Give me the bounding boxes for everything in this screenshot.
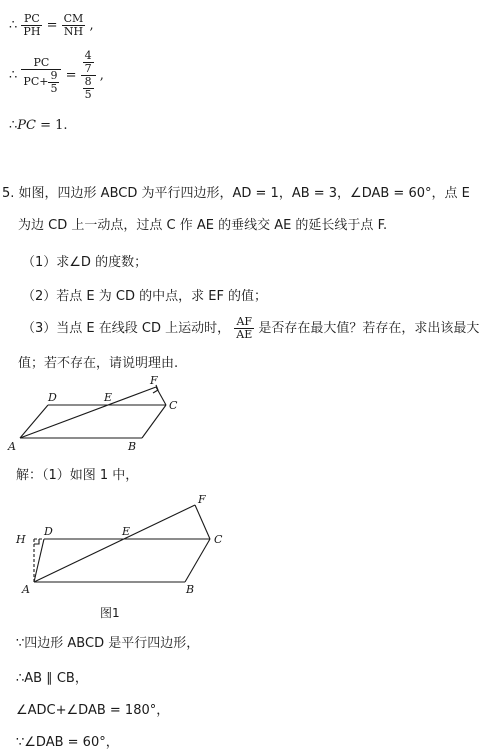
label-a: A [8,440,16,453]
label-h: H [16,533,26,546]
label-d: D [44,525,53,538]
complex-fraction-right: $\frac{\frac{4}{7}}{\frac{8}{5}}$ [81,50,96,101]
fraction-af-ae: $\frac{AF}{AE}$ [236,315,253,341]
solution-intro: 解：（1）如图 1 中， [16,468,139,483]
side-da [34,539,44,582]
line-fc [195,505,210,539]
question-2: （2）若点 E 为 CD 的中点，求 EF 的值； [22,289,268,304]
solution-step-1: ∵四边形 ABCD 是平行四边形， [16,636,200,651]
side-bc [142,405,166,438]
fraction-cm-nh: $\frac{CM}{NH}$ [63,12,84,38]
question-3-line-1: （3）当点 E 在线段 CD 上运动时， $\frac{AF}{AE}$ 是否存在最大值？若存在，求出该最大 [22,315,479,341]
derivation-line-2: ∴ PC PC+ $\frac{9}{5}$ = $\frac{\frac{4}{7}}{\frac{8}{5}}$ , [9,49,104,101]
line-af [20,387,156,438]
therefore-symbol: ∴ [9,18,18,33]
problem-statement-line-2: 为边 CD 上一动点，过点 C 作 AE 的垂线交 AE 的延长线于点 F. [18,218,388,233]
solution-step-2: ∴AB ∥ CB， [16,671,88,686]
equals-sign: = [46,18,58,33]
right-angle-mark [34,539,39,544]
equals-sign: = [65,68,77,83]
problem-number: 5. [2,186,15,201]
solution-step-3: ∠ADC+∠DAB = 180°， [16,703,170,718]
question-3-line-2: 值；若不存在，请说明理由. [18,356,179,371]
figure-parallelogram-1 [0,372,200,457]
label-f: F [150,374,158,387]
solution-step-4: ∵∠DAB = 60°， [16,735,119,750]
label-a: A [22,583,30,596]
question-1: （1）求∠D 的度数； [22,255,148,270]
derivation-line-3: ∴PC = 1. [9,118,68,133]
fraction-pc-ph: $\frac{PC}{PH}$ [23,12,41,38]
label-b: B [186,583,195,596]
label-f: F [198,493,206,506]
label-d: D [48,391,57,404]
figure-caption: 图1 [100,606,120,620]
problem-statement-line-1: 5. 如图，四边形 ABCD 为平行四边形，AD = 1，AB = 3，∠DAB = 60°，点 E [2,186,470,201]
derivation-line-1: ∴ $\frac{PC}{PH}$ = $\frac{CM}{NH}$ , [9,12,94,38]
line-af [34,505,195,582]
figure-parallelogram-2 [0,490,240,610]
label-e: E [122,525,131,538]
label-b: B [128,440,137,453]
therefore-symbol: ∴ [9,68,18,83]
label-e: E [104,391,113,404]
label-c: C [214,533,223,546]
side-bc [185,539,210,582]
label-c: C [169,399,178,412]
complex-fraction-left: PC PC+ $\frac{9}{5}$ [21,57,61,95]
